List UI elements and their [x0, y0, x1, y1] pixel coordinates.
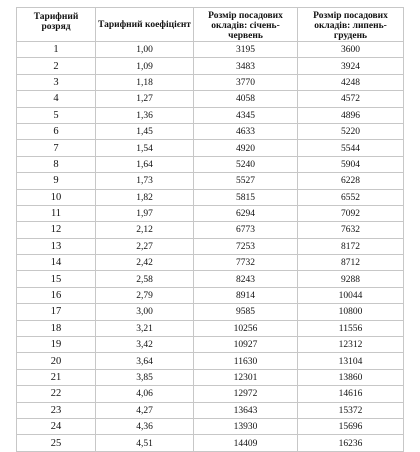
cell-tariff-coefficient: 1,00: [96, 42, 194, 58]
cell-salary-jan-jun: 4920: [194, 140, 298, 156]
table-row: [17, 140, 404, 156]
cell-salary-jul-dec: 13860: [298, 369, 404, 385]
cell-tariff-coefficient: 2,58: [96, 271, 194, 287]
header-tariff-coefficient: Тарифний коефіцієнт: [96, 8, 194, 42]
cell-salary-jul-dec: 11556: [298, 320, 404, 336]
cell-tariff-coefficient: 1,09: [96, 58, 194, 74]
cell-salary-jan-jun: 10927: [194, 337, 298, 353]
cell-salary-jul-dec: 8172: [298, 238, 404, 254]
table-row: [17, 304, 404, 320]
cell-tariff-coefficient: 1,73: [96, 173, 194, 189]
cell-tariff-rank: 23: [17, 402, 96, 418]
cell-salary-jan-jun: 8243: [194, 271, 298, 287]
cell-salary-jul-dec: 7092: [298, 205, 404, 221]
cell-tariff-rank: 25: [17, 435, 96, 451]
cell-salary-jul-dec: 10044: [298, 287, 404, 303]
cell-tariff-rank: 7: [17, 140, 96, 156]
cell-tariff-coefficient: 4,27: [96, 402, 194, 418]
cell-salary-jul-dec: 14616: [298, 386, 404, 402]
cell-salary-jan-jun: 8914: [194, 287, 298, 303]
cell-tariff-rank: 19: [17, 337, 96, 353]
table-row: [17, 42, 404, 58]
cell-tariff-coefficient: 2,12: [96, 222, 194, 238]
cell-salary-jul-dec: 10800: [298, 304, 404, 320]
cell-tariff-coefficient: 4,36: [96, 418, 194, 434]
cell-tariff-rank: 18: [17, 320, 96, 336]
cell-salary-jul-dec: 3600: [298, 42, 404, 58]
cell-salary-jan-jun: 3770: [194, 74, 298, 90]
cell-tariff-coefficient: 1,27: [96, 91, 194, 107]
table-row: [17, 435, 404, 451]
cell-tariff-rank: 17: [17, 304, 96, 320]
cell-tariff-rank: 22: [17, 386, 96, 402]
cell-tariff-coefficient: 4,06: [96, 386, 194, 402]
cell-tariff-coefficient: 1,82: [96, 189, 194, 205]
header-row: [17, 8, 404, 42]
cell-salary-jan-jun: 5240: [194, 156, 298, 172]
table-row: [17, 222, 404, 238]
cell-salary-jan-jun: 6294: [194, 205, 298, 221]
cell-tariff-coefficient: 3,00: [96, 304, 194, 320]
cell-tariff-coefficient: 2,27: [96, 238, 194, 254]
cell-salary-jul-dec: 3924: [298, 58, 404, 74]
cell-tariff-coefficient: 3,64: [96, 353, 194, 369]
cell-salary-jan-jun: 13930: [194, 418, 298, 434]
cell-tariff-coefficient: 2,79: [96, 287, 194, 303]
cell-tariff-rank: 3: [17, 74, 96, 90]
cell-tariff-rank: 15: [17, 271, 96, 287]
cell-tariff-rank: 9: [17, 173, 96, 189]
cell-tariff-coefficient: 1,36: [96, 107, 194, 123]
cell-salary-jan-jun: 4345: [194, 107, 298, 123]
cell-tariff-coefficient: 4,51: [96, 435, 194, 451]
cell-salary-jan-jun: 9585: [194, 304, 298, 320]
table-row: [17, 74, 404, 90]
table-row: [17, 107, 404, 123]
cell-tariff-coefficient: 2,42: [96, 255, 194, 271]
cell-salary-jul-dec: 6228: [298, 173, 404, 189]
cell-salary-jul-dec: 16236: [298, 435, 404, 451]
cell-tariff-rank: 13: [17, 238, 96, 254]
table-row: [17, 418, 404, 434]
cell-salary-jan-jun: 12301: [194, 369, 298, 385]
cell-tariff-coefficient: 3,21: [96, 320, 194, 336]
table-body: [17, 42, 404, 452]
cell-salary-jan-jun: 4633: [194, 123, 298, 139]
salary-table-container: [16, 7, 404, 452]
cell-salary-jan-jun: 7732: [194, 255, 298, 271]
cell-tariff-coefficient: 1,45: [96, 123, 194, 139]
cell-salary-jul-dec: 13104: [298, 353, 404, 369]
cell-salary-jul-dec: 5220: [298, 123, 404, 139]
cell-salary-jan-jun: 12972: [194, 386, 298, 402]
header-salary-jan-jun: Розмір посадових окладів: січень-червень: [194, 8, 298, 42]
table-row: [17, 320, 404, 336]
cell-tariff-rank: 14: [17, 255, 96, 271]
cell-tariff-coefficient: 1,54: [96, 140, 194, 156]
cell-tariff-coefficient: 1,97: [96, 205, 194, 221]
table-row: [17, 353, 404, 369]
cell-salary-jan-jun: 6773: [194, 222, 298, 238]
table-row: [17, 287, 404, 303]
table-row: [17, 123, 404, 139]
cell-tariff-rank: 5: [17, 107, 96, 123]
table-header: [17, 8, 404, 42]
cell-salary-jan-jun: 14409: [194, 435, 298, 451]
table-row: [17, 402, 404, 418]
cell-tariff-rank: 24: [17, 418, 96, 434]
cell-salary-jul-dec: 9288: [298, 271, 404, 287]
cell-tariff-rank: 1: [17, 42, 96, 58]
cell-salary-jul-dec: 7632: [298, 222, 404, 238]
cell-tariff-coefficient: 1,18: [96, 74, 194, 90]
cell-tariff-rank: 12: [17, 222, 96, 238]
header-tariff-rank: Тарифний розряд: [17, 8, 96, 42]
table-row: [17, 173, 404, 189]
table-row: [17, 369, 404, 385]
cell-tariff-rank: 20: [17, 353, 96, 369]
table-row: [17, 255, 404, 271]
cell-tariff-rank: 4: [17, 91, 96, 107]
table-row: [17, 271, 404, 287]
cell-tariff-rank: 2: [17, 58, 96, 74]
cell-salary-jul-dec: 5904: [298, 156, 404, 172]
cell-tariff-rank: 10: [17, 189, 96, 205]
cell-salary-jul-dec: 15696: [298, 418, 404, 434]
cell-salary-jan-jun: 13643: [194, 402, 298, 418]
cell-salary-jul-dec: 4572: [298, 91, 404, 107]
cell-salary-jul-dec: 6552: [298, 189, 404, 205]
header-salary-jul-dec: Розмір посадових окладів: липень-грудень: [298, 8, 404, 42]
cell-tariff-coefficient: 3,42: [96, 337, 194, 353]
table-row: [17, 386, 404, 402]
table-row: [17, 58, 404, 74]
cell-tariff-rank: 6: [17, 123, 96, 139]
cell-tariff-rank: 11: [17, 205, 96, 221]
cell-salary-jan-jun: 4058: [194, 91, 298, 107]
cell-tariff-coefficient: 3,85: [96, 369, 194, 385]
salary-grid-table: [16, 7, 404, 452]
table-row: [17, 238, 404, 254]
cell-salary-jul-dec: 8712: [298, 255, 404, 271]
cell-salary-jan-jun: 7253: [194, 238, 298, 254]
cell-salary-jul-dec: 15372: [298, 402, 404, 418]
cell-salary-jan-jun: 3195: [194, 42, 298, 58]
cell-tariff-rank: 16: [17, 287, 96, 303]
cell-tariff-coefficient: 1,64: [96, 156, 194, 172]
cell-salary-jan-jun: 5527: [194, 173, 298, 189]
cell-tariff-rank: 21: [17, 369, 96, 385]
table-row: [17, 189, 404, 205]
cell-salary-jul-dec: 5544: [298, 140, 404, 156]
table-row: [17, 156, 404, 172]
table-row: [17, 91, 404, 107]
cell-salary-jan-jun: 3483: [194, 58, 298, 74]
cell-salary-jul-dec: 4248: [298, 74, 404, 90]
table-row: [17, 205, 404, 221]
cell-salary-jul-dec: 12312: [298, 337, 404, 353]
cell-salary-jan-jun: 5815: [194, 189, 298, 205]
cell-salary-jul-dec: 4896: [298, 107, 404, 123]
cell-tariff-rank: 8: [17, 156, 96, 172]
cell-salary-jan-jun: 11630: [194, 353, 298, 369]
cell-salary-jan-jun: 10256: [194, 320, 298, 336]
table-row: [17, 337, 404, 353]
